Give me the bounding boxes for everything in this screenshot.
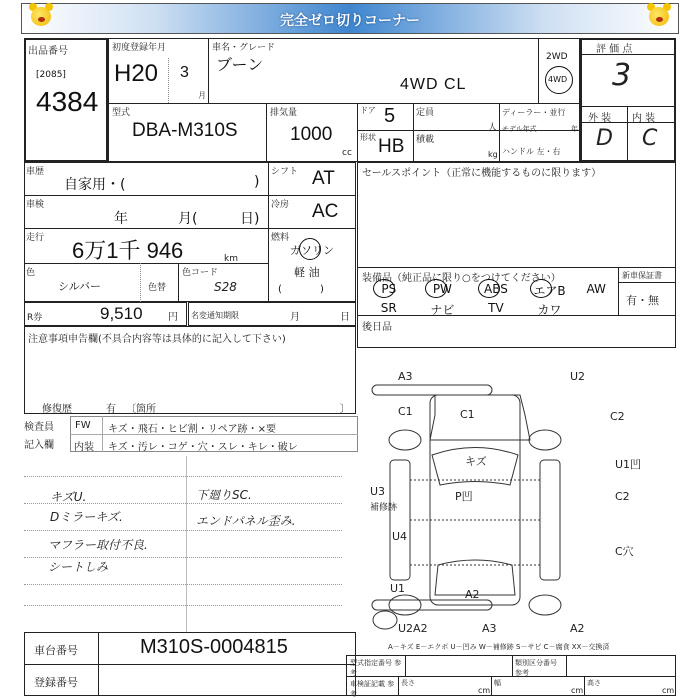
svg-text:P凹: P凹 <box>455 490 473 503</box>
equipment-label: 装備品（純正品に限り○をつけてください） <box>362 273 561 284</box>
svg-text:U3: U3 <box>370 485 386 498</box>
chassis-number: M310S-0004815 <box>140 636 288 658</box>
svg-text:キズ: キズ <box>465 455 487 468</box>
svg-text:C2: C2 <box>610 410 625 423</box>
interior-label: 内 装 <box>632 113 656 124</box>
month-unit: 月 <box>198 91 206 100</box>
model-value: DBA-M310S <box>132 120 238 141</box>
equip-pw: PW <box>432 282 452 296</box>
lot-sub-number: [2085] <box>36 70 66 80</box>
warranty-value: 有・無 <box>626 294 659 307</box>
note-line: Dミラーキズ. <box>50 510 123 524</box>
recycle-value: 9,510 <box>100 304 143 323</box>
note-line: エンドパネル歪み. <box>196 514 296 528</box>
svg-text:C穴: C穴 <box>615 545 634 558</box>
model-year-label <box>502 124 578 134</box>
equip-empty <box>576 301 616 318</box>
length-label: 長さ <box>401 679 415 687</box>
notes-label: 注意事項申告欄(不具合内容等は具体的に記入して下さい) <box>28 334 286 345</box>
score-value: 3 <box>612 58 632 93</box>
interior-score: C <box>642 126 658 151</box>
note-line: 下廻りSC. <box>196 488 252 502</box>
vehicle-info-frame <box>108 38 580 162</box>
shift-value: AT <box>312 168 335 189</box>
score-label: 評 価 点 <box>596 44 633 55</box>
sales-frame <box>357 162 676 348</box>
note-line: キズU. <box>50 490 87 504</box>
svg-text:A2: A2 <box>465 588 480 601</box>
handle-label: ハンドル 左・右 <box>502 147 561 156</box>
capacity-label: 定員 <box>416 108 435 118</box>
car-name: ブーン <box>216 55 264 74</box>
fuel-label: 燃料 <box>271 233 290 243</box>
cm-unit: cm <box>662 686 675 695</box>
exterior-score: D <box>596 126 613 151</box>
displacement-unit: cc <box>342 148 352 158</box>
bear-mascot-icon <box>28 3 54 27</box>
fuel-diesel: 軽 油 <box>294 266 320 279</box>
banner-title: 完全ゼロ切りコーナー <box>280 13 420 29</box>
circled-mark <box>478 279 500 298</box>
height-label: 高さ <box>587 679 601 687</box>
class-number-label: 類別区分番号 参考 <box>515 659 557 677</box>
car-name-label: 車名・グレード <box>212 43 276 53</box>
interior-items: キズ・汚レ・コゲ・穴・スレ・キレ・破レ <box>108 442 298 453</box>
inspection-year: 年 <box>114 211 128 227</box>
note-line: シートしみ <box>48 560 109 574</box>
inspection-label: 車検 <box>26 200 45 210</box>
certificate-label: 車検証記載 参考 <box>350 680 395 698</box>
lot-box <box>24 38 108 162</box>
color-value: シルバー <box>58 280 101 293</box>
cm-unit: cm <box>478 686 491 695</box>
name-change-day: 日 <box>340 312 350 323</box>
svg-text:U2: U2 <box>570 370 586 383</box>
body-shape-label: 形状 <box>360 133 376 142</box>
doors-value: 5 <box>384 105 396 127</box>
header-banner <box>21 3 679 34</box>
color-label: 色 <box>26 268 36 278</box>
model-label: 型式 <box>112 108 131 118</box>
equip-navi: ナビ <box>430 303 455 317</box>
recycle-label: R券 <box>27 313 43 323</box>
equip-aw: AW <box>586 282 606 296</box>
svg-text:C2: C2 <box>615 490 630 503</box>
color-code-value: S28 <box>214 280 237 294</box>
fw-items: キズ・飛石・ヒビ割・リペア跡・×要 <box>108 424 276 435</box>
svg-text:U1凹: U1凹 <box>615 458 642 471</box>
first-registration-month: 3 <box>180 64 189 81</box>
shift-label: シフト <box>271 167 299 177</box>
damage-legend: A－キズ E－エクボ U－凹み W－補修跡 S－サビ C－腐食 XX－交換済 <box>388 643 610 651</box>
cm-unit: cm <box>571 686 584 695</box>
history-label: 車歴 <box>26 167 45 177</box>
repaint-label: 色替 <box>148 283 167 293</box>
history-value: 自家用・( <box>64 177 126 193</box>
first-registration-year: H20 <box>114 60 159 87</box>
body-shape-value: HB <box>378 136 405 157</box>
displacement-value: 1000 <box>290 124 333 145</box>
svg-text:補修跡: 補修跡 <box>370 503 398 513</box>
mileage-value: 6万1千 946 <box>72 238 184 263</box>
later-items-label: 後日品 <box>362 322 392 333</box>
sales-points-label: セールスポイント（正常に機能するものに限ります） <box>362 168 602 179</box>
lot-label: 出品番号 <box>28 46 68 57</box>
repair-history-label: 修復歴 <box>42 404 72 415</box>
car-damage-diagram <box>370 360 670 635</box>
model-year-unit: 年 <box>571 125 578 133</box>
repair-close: 〕 <box>340 404 350 415</box>
equip-ps: PS <box>381 282 397 296</box>
recycle-unit: 円 <box>168 312 178 323</box>
car-grade: 4WD CL <box>400 76 467 93</box>
drive-2wd: 2WD <box>546 52 568 62</box>
svg-text:A3: A3 <box>482 622 497 635</box>
fuel-gasoline: ガソリン <box>290 244 334 257</box>
svg-text:C1: C1 <box>460 408 475 421</box>
bear-mascot-icon <box>646 3 672 27</box>
repair-history-value: 有 <box>106 404 116 415</box>
chassis-label: 車台番号 <box>34 644 78 657</box>
equip-abs: ABS <box>484 282 508 296</box>
inspector-label: 検査員 <box>24 422 54 433</box>
ac-value: AC <box>312 201 339 222</box>
svg-text:C1: C1 <box>398 405 413 418</box>
inspection-day: 日) <box>240 211 260 227</box>
svg-text:A2: A2 <box>570 622 585 635</box>
repair-location: 〔箇所 <box>126 404 156 415</box>
inspection-month: 月( <box>178 211 198 227</box>
score-box <box>580 38 676 162</box>
warranty-label: 新車保証書 <box>622 271 662 280</box>
svg-text:U4: U4 <box>392 530 408 543</box>
fw-label: FW <box>75 420 91 431</box>
circled-mark <box>425 279 447 298</box>
svg-text:U1: U1 <box>390 582 406 595</box>
inspector-entry-label: 記入欄 <box>24 440 54 451</box>
equip-leather: カワ <box>537 303 562 317</box>
ac-label: 冷房 <box>271 200 290 210</box>
first-registration-label: 初度登録年月 <box>112 43 167 53</box>
circled-mark <box>530 279 552 298</box>
mileage-label: 走行 <box>26 233 45 243</box>
type-number-label: 型式指定番号 参考 <box>350 659 402 677</box>
name-change-month: 月 <box>290 312 300 323</box>
model-year-text: モデル年式 <box>502 125 537 133</box>
width-label: 幅 <box>494 679 501 687</box>
load-label: 積載 <box>416 135 435 145</box>
circled-mark <box>373 279 395 298</box>
drive-4wd: 4WD <box>548 75 568 84</box>
mileage-unit: km <box>224 254 238 264</box>
load-unit: kg <box>488 150 498 159</box>
equip-airbag: エアB <box>533 284 566 298</box>
note-line: マフラー取付不良. <box>48 538 148 552</box>
equip-sr: SR <box>380 301 397 315</box>
name-change-label: 名変通知期限 <box>191 311 239 320</box>
svg-text:A3: A3 <box>398 370 413 383</box>
doors-label: ドア <box>360 106 376 115</box>
fuel-other: ( ) <box>278 284 324 295</box>
lot-number: 4384 <box>36 86 99 117</box>
equip-tv: TV <box>488 301 504 315</box>
color-code-label: 色コード <box>182 268 219 278</box>
interior-label-inspector: 内装 <box>74 442 94 453</box>
history-close: ) <box>254 174 260 190</box>
dealer-label: ディーラー・並行 <box>502 108 566 117</box>
capacity-unit: 人 <box>488 123 498 133</box>
svg-text:U2A2: U2A2 <box>398 622 428 635</box>
registration-label: 登録番号 <box>34 676 78 689</box>
exterior-label: 外 装 <box>588 113 612 124</box>
fuel-selected-circle <box>299 238 321 260</box>
displacement-label: 排気量 <box>270 108 298 118</box>
